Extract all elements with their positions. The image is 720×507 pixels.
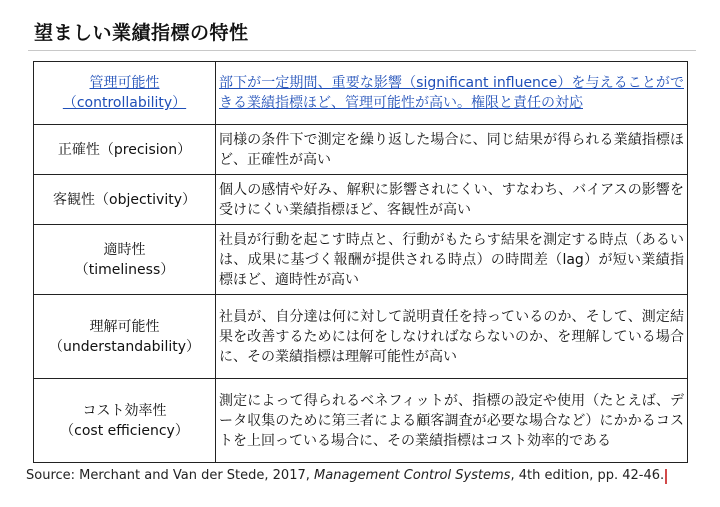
citation-prefix: Source: Merchant and Van der Stede, 2017, <box>26 468 315 483</box>
row-description-cell <box>216 225 688 295</box>
row-description-cell <box>216 125 688 175</box>
page-title: 望ましい業績指標の特性 <box>34 22 249 44</box>
citation-book-title: Management Control Systems <box>314 468 511 483</box>
row-description-cell <box>216 379 688 463</box>
row-description: 社員が、自分達は何に対して説明責任を持っているのか、そして、測定結果を改善するためには何をしなければならないのか、を理解している場合に、その業績指標は理解可能性が高い <box>219 308 684 365</box>
title-divider <box>28 50 696 51</box>
characteristics-table <box>33 61 688 463</box>
table-row <box>34 125 688 175</box>
red-marker <box>665 469 667 484</box>
row-name-ja[interactable]: 管理可能性 <box>89 75 160 91</box>
row-name-ja: 客観性（objectivity） <box>53 191 196 208</box>
row-description-cell[interactable] <box>216 62 688 125</box>
row-name-cell <box>34 125 216 175</box>
row-name-cell <box>34 379 216 463</box>
row-description: 個人の感情や好み、解釈に影響されにくい、すなわち、バイアスの影響を受けにくい業績指標ほど、客観性が高い <box>219 181 684 218</box>
citation-suffix: , 4th edition, pp. 42-46. <box>510 468 665 483</box>
row-description-cell <box>216 175 688 225</box>
row-name-en: （timeliness） <box>74 261 175 278</box>
row-name-cell <box>34 225 216 295</box>
table-row <box>34 62 688 125</box>
table-row <box>34 175 688 225</box>
table-row <box>34 295 688 379</box>
row-description[interactable]: 部下が一定期間、重要な影響（significant influence）を与えることができる業績指標ほど、管理可能性が高い。権限と責任の対応 <box>219 75 684 111</box>
row-name-cell <box>34 175 216 225</box>
table-row <box>34 379 688 463</box>
row-name-ja: 理解可能性 <box>89 318 160 335</box>
row-description: 社員が行動を起こす時点と、行動がもたらす結果を測定する時点（あるいは、成果に基づく報酬が提供される時点）の時間差（lag）が短い業績指標ほど、適時性が高い <box>219 231 684 288</box>
row-name-en[interactable]: （controllability） <box>62 95 187 111</box>
row-name-cell <box>34 295 216 379</box>
row-name-en: （understandability） <box>48 338 201 355</box>
row-description: 同様の条件下で測定を繰り返した場合に、同じ結果が得られる業績指標ほど、正確性が高い <box>219 131 684 168</box>
row-description-cell <box>216 295 688 379</box>
row-name-cell[interactable] <box>34 62 216 125</box>
table-row <box>34 225 688 295</box>
row-name-ja: 適時性 <box>103 241 146 258</box>
row-name-ja: コスト効率性 <box>82 402 167 419</box>
row-name-ja: 正確性（precision） <box>57 141 192 158</box>
row-description: 測定によって得られるベネフィットが、指標の設定や使用（たとえば、データ収集のために第三者による顧客調査が必要な場合など）にかかるコストを上回っている場合に、その業績指標はコスト効率的である <box>219 392 684 449</box>
source-citation <box>26 466 666 485</box>
row-name-en: （cost efficiency） <box>60 422 189 439</box>
